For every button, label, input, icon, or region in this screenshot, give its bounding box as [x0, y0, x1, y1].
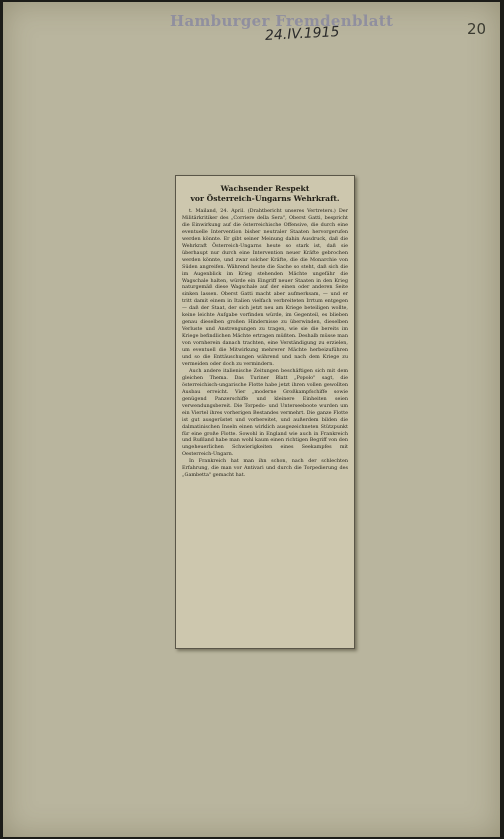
page-number: 20 — [467, 20, 487, 38]
newspaper-stamp: Hamburger Fremdenblatt — [170, 12, 394, 30]
handwritten-date: 24.IV.1915 — [264, 24, 340, 44]
article-headline — [182, 184, 348, 204]
article-paragraph-1: t. Mailand, 24. April. (Drahtbericht unseres Vertreters.) Der Militärkritiker des „Corriere della Sera", Oberst Gatti, bespricht die Einwirkung auf die österreichische Offensive, die durch eine eventuelle Intervention bisher neutraler Staaten hervorgerufen werden könnte. Er gibt seiner Meinung dahin Ausdruck, daß die Wehrkraft Österreich-Ungarns heute so stark ist, daß sie überhaupt nur durch eine Intervention neuer Kräfte gebrochen werden könnte, und zwar solcher Kräfte, die die Monarchie von Süden angreifen. Während heute die Sache so steht, daß sich die im Augenblick im Krieg stehenden Mächte ungefähr die Wagschale halten, würde ein Eingriff neuer Staaten in den Krieg naturgemäß diese Wagschale auf der einen oder anderen Seite sinken lassen. Oberst Gatti macht aber aufmerksam, — und er tritt damit einem in Italien vielfach verbreiteten Irrtum entgegen — daß der Staat, der sich jetzt neu am Kriege beteiligen wollte, keine leichte Aufgabe vorfinden würde, im Gegenteil, es blieben genau dieselben großen Hindernisse zu überwinden, dieselben Verluste und Anstrengungen zu tragen, wie sie die bereits im Kriege befindlichen Mächte ertragen müßten. Deshalb müsse man von vornherein danach trachten, eine Verständigung zu erzielen, um eventuell die Mitwirkung mehrerer Mächte herbeizuführen und so die Enttäuschungen während und nach dem Kriege zu vermeiden oder doch zu vermindern. — [182, 208, 348, 367]
article-paragraph-2: Auch andere italienische Zeitungen beschäftigen sich mit dem gleichen Thema. Das Turiner Blatt „Popolo" sagt, die österreichisch-ungarische Flotte habe jetzt ihren vollen gewollten Ausbau erreicht. Vier „moderne Großkampfschiffe sowie genügend Panzerschiffe und kleinere Einheiten seien verwendungsbereit. Die Torpedo- und Unterseeboote wurden um ein Viertel ihres vorherigen Bestandes vermehrt. Die ganze Flotte ist gut ausgerüstet und vorbereitet, und außerdem bilden die dalmatinischen Inseln einen wirklich ausgezeichneten Stützpunkt für eine große Flotte. Sowohl in England wie auch in Frankreich und Rußland habe man wohl kaum einen richtigen Begriff von den ungeheuerlichen Schwierigkeiten eines Seekampfes mit Oesterreich-Ungarn. — [182, 367, 348, 458]
document-page — [3, 2, 500, 837]
newspaper-clipping — [175, 175, 355, 649]
headline-line-2: vor Österreich-Ungarns Wehrkraft. — [190, 194, 340, 203]
article-paragraph-3: In Frankreich hat man ihn schon, nach der schlechten Erfahrung, die man vor Antivari und durch die Torpedierung des „Gambetta" gemacht hat. — [182, 458, 348, 479]
headline-line-1: Wachsender Respekt — [220, 184, 310, 193]
